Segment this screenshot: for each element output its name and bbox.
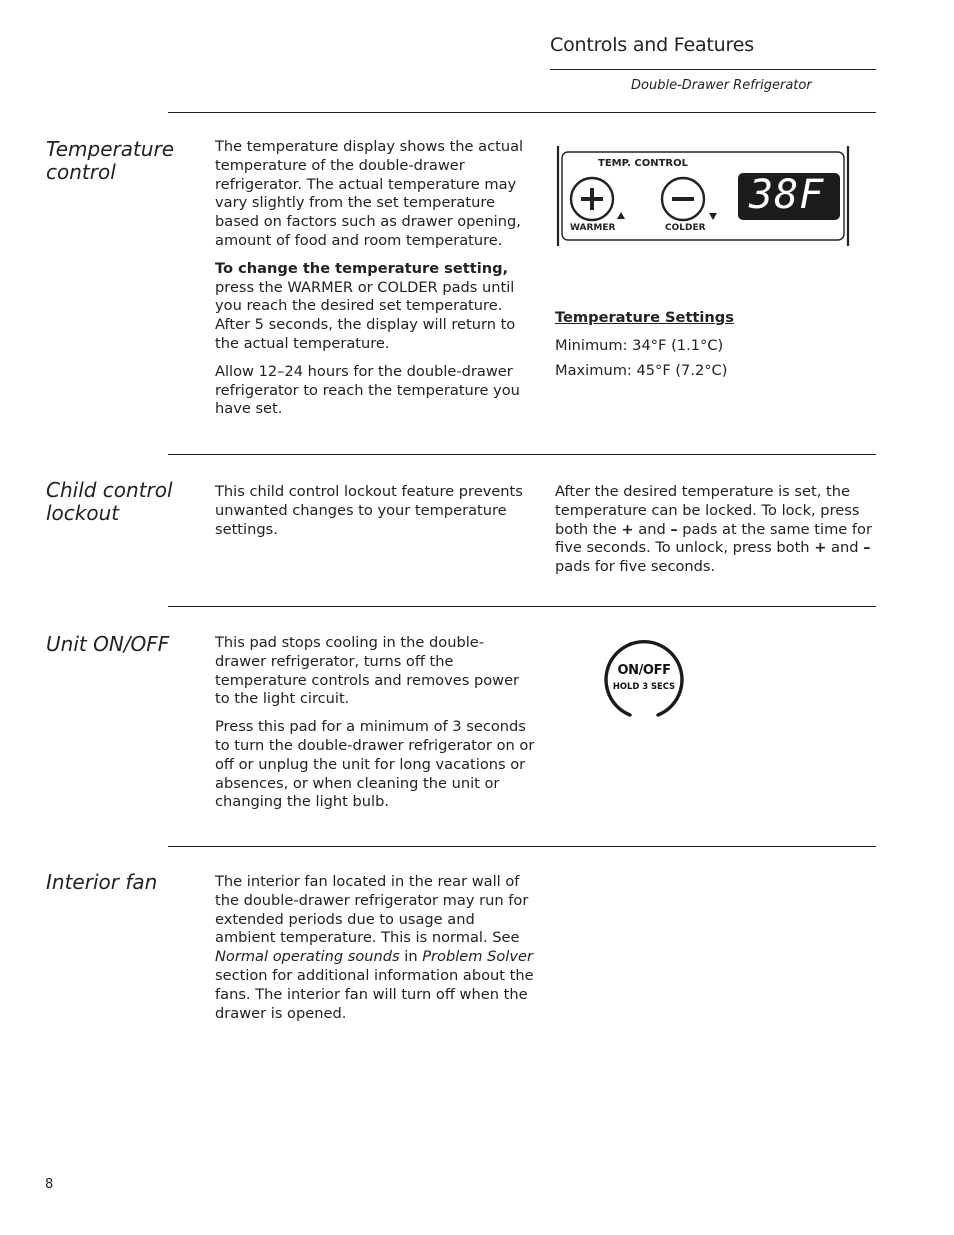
- panel-label: TEMP. CONTROL: [598, 158, 688, 169]
- onoff-label: ON/OFF: [617, 663, 671, 678]
- text: in: [399, 948, 423, 966]
- section-heading-fan: Interior fan: [46, 870, 158, 894]
- section-heading-temperature: [46, 138, 176, 184]
- paragraph: [215, 873, 535, 1023]
- text: section for additional information about the fans. The interior fan will turn off when the drawer is opened.: [215, 966, 534, 1022]
- lockout-body-left: [215, 483, 533, 548]
- settings-title: Temperature Settings: [555, 309, 734, 326]
- minus-symbol: –: [670, 520, 678, 538]
- bold-lead: To change the temperature setting,: [215, 259, 509, 277]
- section-divider: [168, 112, 876, 113]
- warmer-label: WARMER: [570, 223, 616, 233]
- minus-symbol: –: [863, 539, 871, 557]
- page-number: 8: [45, 1177, 54, 1192]
- heading-line: lockout: [46, 501, 120, 525]
- settings-max: Maximum: 45°F (7.2°C): [555, 361, 728, 379]
- paragraph: [555, 483, 873, 577]
- paragraph: This child control lockout feature prevents unwanted changes to your temperature settings.: [215, 483, 523, 538]
- arrow-up-icon: [617, 212, 625, 219]
- colder-label: COLDER: [665, 223, 706, 233]
- temperature-body: [215, 138, 530, 428]
- section-heading-onoff: Unit ON/OFF: [46, 632, 170, 656]
- plus-symbol: +: [814, 539, 827, 557]
- text: pads for five seconds.: [555, 558, 716, 576]
- section-divider: [168, 454, 876, 455]
- text: and: [826, 539, 864, 557]
- text: and: [633, 520, 671, 538]
- temperature-settings: [555, 309, 875, 380]
- temperature-display: 38F: [749, 172, 825, 218]
- fan-body: [215, 873, 535, 1032]
- heading-line: Temperature: [46, 137, 175, 161]
- text: press the WARMER or COLDER pads until you reach the desired set temperature. After 5 seconds, the display will return to the actual temperature.: [215, 278, 516, 352]
- paragraph: The temperature display shows the actual temperature of the double-drawer refrigerator. The actual temperature may vary slightly from the set temperature based on factors such as drawer opening, amount of food and room temperature.: [215, 138, 524, 249]
- heading-line: control: [46, 160, 116, 184]
- hold-label: HOLD 3 SECS: [612, 681, 676, 691]
- arrow-down-icon: [709, 213, 717, 220]
- heading-line: Child control: [46, 478, 173, 502]
- paragraph: Allow 12–24 hours for the double-drawer refrigerator to reach the temperature you have set.: [215, 362, 520, 418]
- section-divider: [168, 846, 876, 847]
- header-divider: [550, 69, 876, 70]
- temp-control-panel: [556, 144, 852, 248]
- paragraph: This pad stops cooling in the double-drawer refrigerator, turns off the temperature controls and removes power to the light circuit.: [215, 634, 520, 708]
- italic-ref: Normal operating sounds: [215, 948, 400, 966]
- page-title: Controls and Features: [550, 34, 754, 56]
- italic-ref: Problem Solver: [422, 948, 533, 966]
- power-ring-icon: [602, 638, 686, 720]
- text: After the desired temperature is set, the temperature can be locked. To lock, press both the: [555, 483, 860, 538]
- page-subtitle: Double-Drawer Refrigerator: [631, 78, 812, 93]
- lockout-body-right: [555, 483, 873, 586]
- onoff-body: [215, 634, 535, 821]
- paragraph: [215, 260, 530, 354]
- paragraph: Press this pad for a minimum of 3 seconds to turn the double-drawer refrigerator on or off or unplug the unit for long vacations or absences, or when cleaning the unit or changing the light bulb.: [215, 718, 535, 811]
- text: pads at the same time for five seconds. To unlock, press both: [555, 520, 872, 557]
- onoff-button-illustration: [602, 638, 686, 720]
- settings-min: Minimum: 34°F (1.1°C): [555, 336, 724, 354]
- plus-symbol: +: [621, 520, 634, 538]
- section-divider: [168, 606, 876, 607]
- section-heading-lockout: [46, 479, 176, 525]
- text: The interior fan located in the rear wall of the double-drawer refrigerator may run for extended periods due to usage and ambient temperature. This is normal. See: [215, 873, 529, 947]
